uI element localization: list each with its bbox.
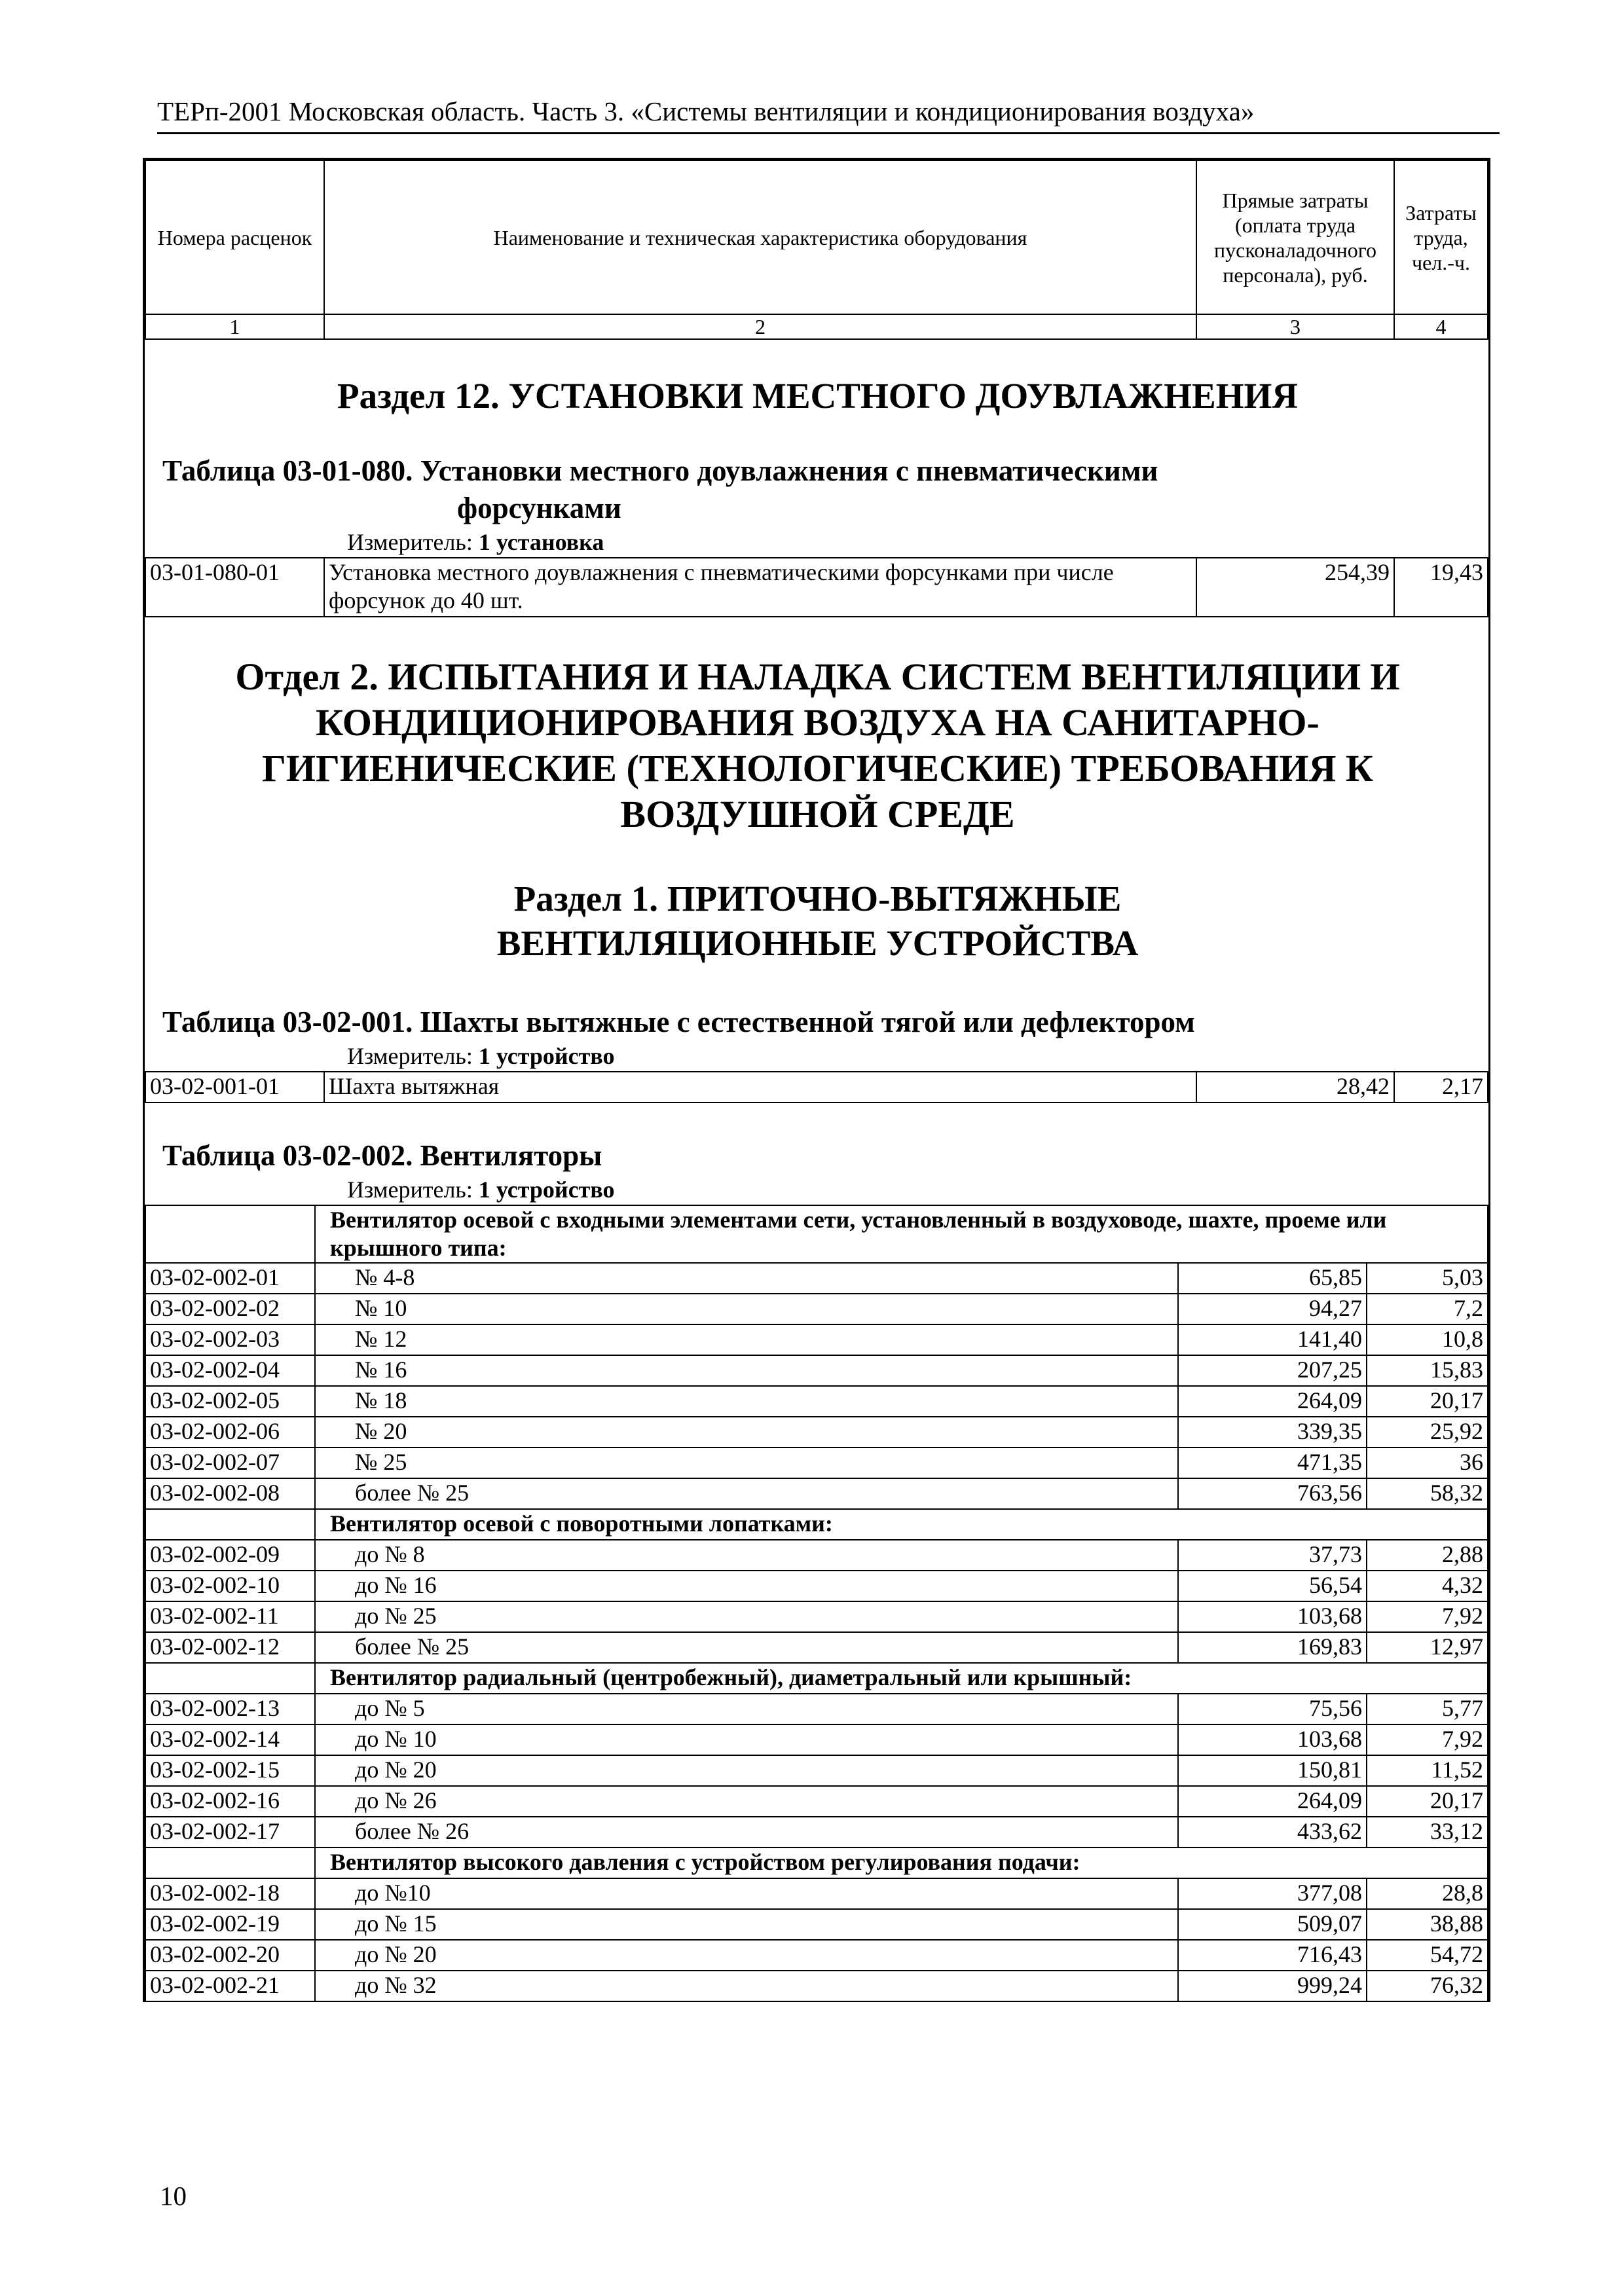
row-cost: 999,24 [1178, 1971, 1367, 2001]
page-number: 10 [160, 2181, 187, 2211]
table080-title-line1: Таблица 03-01-080. Установки местного доувлажнения с пневматическими [162, 454, 1158, 487]
table-row [145, 1817, 1488, 1848]
group-heading-code-cell [145, 1509, 315, 1540]
table-row [145, 1724, 1488, 1755]
table-row [145, 1294, 1488, 1324]
row-name: до № 15 [315, 1909, 1178, 1940]
table-row [145, 1417, 1488, 1448]
row-labor: 5,77 [1367, 1694, 1488, 1724]
table-row [145, 1478, 1488, 1509]
row-name: до № 20 [315, 1755, 1178, 1786]
table-row [145, 1355, 1488, 1386]
table-row [145, 1878, 1488, 1909]
row-labor: 4,32 [1367, 1571, 1488, 1601]
row-labor: 10,8 [1367, 1324, 1488, 1355]
row-code: 03-02-002-13 [145, 1694, 315, 1724]
row-cost: 169,83 [1178, 1632, 1367, 1663]
table002-rows [145, 1205, 1488, 2002]
row-name: более № 26 [315, 1817, 1178, 1848]
row-name: Шахта вытяжная [324, 1072, 1196, 1102]
row-name: до № 16 [315, 1571, 1178, 1601]
row-labor: 54,72 [1367, 1940, 1488, 1971]
row-name: № 12 [315, 1324, 1178, 1355]
group-heading: Вентилятор радиальный (центробежный), диаметральный или крышный: [315, 1663, 1488, 1694]
row-labor: 7,92 [1367, 1601, 1488, 1632]
group-heading-row [145, 1509, 1488, 1540]
table-row [145, 1694, 1488, 1724]
table080-title [162, 452, 1473, 527]
row-cost: 56,54 [1178, 1571, 1367, 1601]
section12-block [145, 340, 1488, 557]
row-code: 03-02-002-21 [145, 1971, 315, 2001]
row-code: 03-02-002-07 [145, 1448, 315, 1478]
row-name: до № 8 [315, 1540, 1178, 1571]
col-header-codes: Номера расценок [145, 160, 324, 314]
row-cost: 339,35 [1178, 1417, 1367, 1448]
row-labor: 5,03 [1367, 1263, 1488, 1294]
row-name: № 25 [315, 1448, 1178, 1478]
table-row [145, 1263, 1488, 1294]
row-labor: 12,97 [1367, 1632, 1488, 1663]
meter-label: Измеритель: [347, 1176, 473, 1203]
row-code: 03-02-002-04 [145, 1355, 315, 1386]
group-heading-row [145, 1205, 1488, 1263]
row-cost: 28,42 [1196, 1072, 1394, 1102]
table-row [145, 1940, 1488, 1971]
row-code: 03-02-002-18 [145, 1878, 315, 1909]
group-heading: Вентилятор высокого давления с устройством регулирования подачи: [315, 1848, 1488, 1878]
group-heading-row [145, 1848, 1488, 1878]
row-labor: 20,17 [1367, 1786, 1488, 1817]
row-cost: 377,08 [1178, 1878, 1367, 1909]
row-code: 03-02-002-02 [145, 1294, 315, 1324]
row-labor: 7,92 [1367, 1724, 1488, 1755]
group-heading-row [145, 1663, 1488, 1694]
row-name: № 4-8 [315, 1263, 1178, 1294]
table002-meter [162, 1175, 1473, 1205]
row-code: 03-02-002-08 [145, 1478, 315, 1509]
section1-title: Раздел 1. ПРИТОЧНО-ВЫТЯЖНЫЕ ВЕНТИЛЯЦИОННЫЕ УСТРОЙСТВА [496, 879, 1139, 963]
row-cost: 716,43 [1178, 1940, 1367, 1971]
table-row [145, 1971, 1488, 2001]
group-heading-code-cell [145, 1205, 315, 1263]
row-cost: 433,62 [1178, 1817, 1367, 1848]
meter-value: 1 устройство [478, 1043, 615, 1069]
row-name: до № 5 [315, 1694, 1178, 1724]
row-code: 03-02-002-11 [145, 1601, 315, 1632]
column-header-table [145, 160, 1488, 340]
row-cost: 65,85 [1178, 1263, 1367, 1294]
row-name: до № 25 [315, 1601, 1178, 1632]
meter-label: Измеритель: [347, 1043, 473, 1069]
row-code: 03-02-002-06 [145, 1417, 315, 1448]
row-cost: 103,68 [1178, 1724, 1367, 1755]
col-number-3: 3 [1196, 314, 1394, 339]
table-row [145, 1448, 1488, 1478]
row-labor: 15,83 [1367, 1355, 1488, 1386]
row-code: 03-02-002-19 [145, 1909, 315, 1940]
table-row [145, 1072, 1488, 1102]
row-code: 03-02-002-05 [145, 1386, 315, 1417]
row-name: № 16 [315, 1355, 1178, 1386]
row-name: более № 25 [315, 1478, 1178, 1509]
meter-value: 1 устройство [478, 1176, 615, 1203]
row-code: 03-02-002-14 [145, 1724, 315, 1755]
row-name: до № 32 [315, 1971, 1178, 2001]
table001-title: Таблица 03-02-001. Шахты вытяжные с естественной тягой или дефлектором [162, 1006, 1195, 1038]
col-header-labor: Затраты труда, чел.-ч. [1394, 160, 1488, 314]
table002-title: Таблица 03-02-002. Вентиляторы [162, 1139, 602, 1172]
table002-heading-block [145, 1103, 1488, 1205]
row-code: 03-02-002-09 [145, 1540, 315, 1571]
dept2-block [145, 617, 1488, 1071]
row-cost: 75,56 [1178, 1694, 1367, 1724]
table-row [145, 558, 1488, 617]
row-name: до №10 [315, 1878, 1178, 1909]
row-cost: 254,39 [1196, 558, 1394, 617]
col-header-name: Наименование и техническая характеристика оборудования [324, 160, 1196, 314]
row-cost: 94,27 [1178, 1294, 1367, 1324]
row-cost: 264,09 [1178, 1386, 1367, 1417]
row-cost: 763,56 [1178, 1478, 1367, 1509]
section12-title: Раздел 12. УСТАНОВКИ МЕСТНОГО ДОУВЛАЖНЕНИЯ [337, 376, 1298, 416]
group-heading-code-cell [145, 1663, 315, 1694]
row-code: 03-01-080-01 [145, 558, 324, 617]
row-name: Установка местного доувлажнения с пневматическими форсунками при числе форсунок до 40 шт. [324, 558, 1196, 617]
row-code: 03-02-002-12 [145, 1632, 315, 1663]
row-code: 03-02-002-16 [145, 1786, 315, 1817]
row-code: 03-02-002-03 [145, 1324, 315, 1355]
table-row [145, 1632, 1488, 1663]
row-name: до № 26 [315, 1786, 1178, 1817]
row-cost: 471,35 [1178, 1448, 1367, 1478]
row-cost: 509,07 [1178, 1909, 1367, 1940]
col-number-4: 4 [1394, 314, 1488, 339]
meter-value: 1 установка [478, 529, 604, 555]
table-row [145, 1601, 1488, 1632]
row-cost: 103,68 [1178, 1601, 1367, 1632]
row-labor: 2,88 [1367, 1540, 1488, 1571]
row-code: 03-02-002-20 [145, 1940, 315, 1971]
meter-label: Измеритель: [347, 529, 473, 555]
row-labor: 76,32 [1367, 1971, 1488, 2001]
col-number-2: 2 [324, 314, 1196, 339]
row-code: 03-02-002-01 [145, 1263, 315, 1294]
row-name: более № 25 [315, 1632, 1178, 1663]
row-labor: 38,88 [1367, 1909, 1488, 1940]
group-heading: Вентилятор осевой с входными элементами сети, установленный в воздуховоде, шахте, проеме или крышного типа: [315, 1205, 1488, 1263]
row-labor: 58,32 [1367, 1478, 1488, 1509]
table-row [145, 1571, 1488, 1601]
group-heading: Вентилятор осевой с поворотными лопатками: [315, 1509, 1488, 1540]
row-labor: 2,17 [1394, 1072, 1488, 1102]
document-body [143, 158, 1490, 2002]
group-heading-code-cell [145, 1848, 315, 1878]
row-name: до № 20 [315, 1940, 1178, 1971]
row-labor: 19,43 [1394, 558, 1488, 617]
table080-title-line2: форсунками [457, 492, 621, 524]
row-code: 03-02-002-10 [145, 1571, 315, 1601]
row-cost: 37,73 [1178, 1540, 1367, 1571]
row-labor: 7,2 [1367, 1294, 1488, 1324]
row-name: № 20 [315, 1417, 1178, 1448]
table-row [145, 1755, 1488, 1786]
row-cost: 150,81 [1178, 1755, 1367, 1786]
row-code: 03-02-002-17 [145, 1817, 315, 1848]
dept2-title: Отдел 2. ИСПЫТАНИЯ И НАЛАДКА СИСТЕМ ВЕНТИЛЯЦИИ И КОНДИЦИОНИРОВАНИЯ ВОЗДУХА НА САНИТАРНО-ГИГИЕНИЧЕСКИЕ (ТЕХНОЛОГИЧЕСКИЕ) ТРЕБОВАНИЯ К ВОЗДУШНОЙ СРЕДЕ [235, 655, 1400, 835]
col-header-cost: Прямые затраты (оплата труда пусконаладочного персонала), руб. [1196, 160, 1394, 314]
row-cost: 141,40 [1178, 1324, 1367, 1355]
row-labor: 25,92 [1367, 1417, 1488, 1448]
table-row [145, 1786, 1488, 1817]
col-number-1: 1 [145, 314, 324, 339]
row-labor: 28,8 [1367, 1878, 1488, 1909]
table-row [145, 1324, 1488, 1355]
row-name: № 18 [315, 1386, 1178, 1417]
table-row [145, 1386, 1488, 1417]
table080-meter [162, 527, 1473, 557]
row-code: 03-02-002-15 [145, 1755, 315, 1786]
table080-rows [145, 557, 1488, 617]
table-row [145, 1909, 1488, 1940]
row-cost: 207,25 [1178, 1355, 1367, 1386]
row-name: № 10 [315, 1294, 1178, 1324]
row-labor: 11,52 [1367, 1755, 1488, 1786]
row-labor: 36 [1367, 1448, 1488, 1478]
table-row [145, 1540, 1488, 1571]
row-labor: 33,12 [1367, 1817, 1488, 1848]
row-cost: 264,09 [1178, 1786, 1367, 1817]
row-code: 03-02-001-01 [145, 1072, 324, 1102]
row-name: до № 10 [315, 1724, 1178, 1755]
table001-meter [162, 1041, 1473, 1071]
page-header: ТЕРп-2001 Московская область. Часть 3. «Системы вентиляции и кондиционирования воздуха» [157, 93, 1500, 134]
row-labor: 20,17 [1367, 1386, 1488, 1417]
table001-rows [145, 1071, 1488, 1103]
